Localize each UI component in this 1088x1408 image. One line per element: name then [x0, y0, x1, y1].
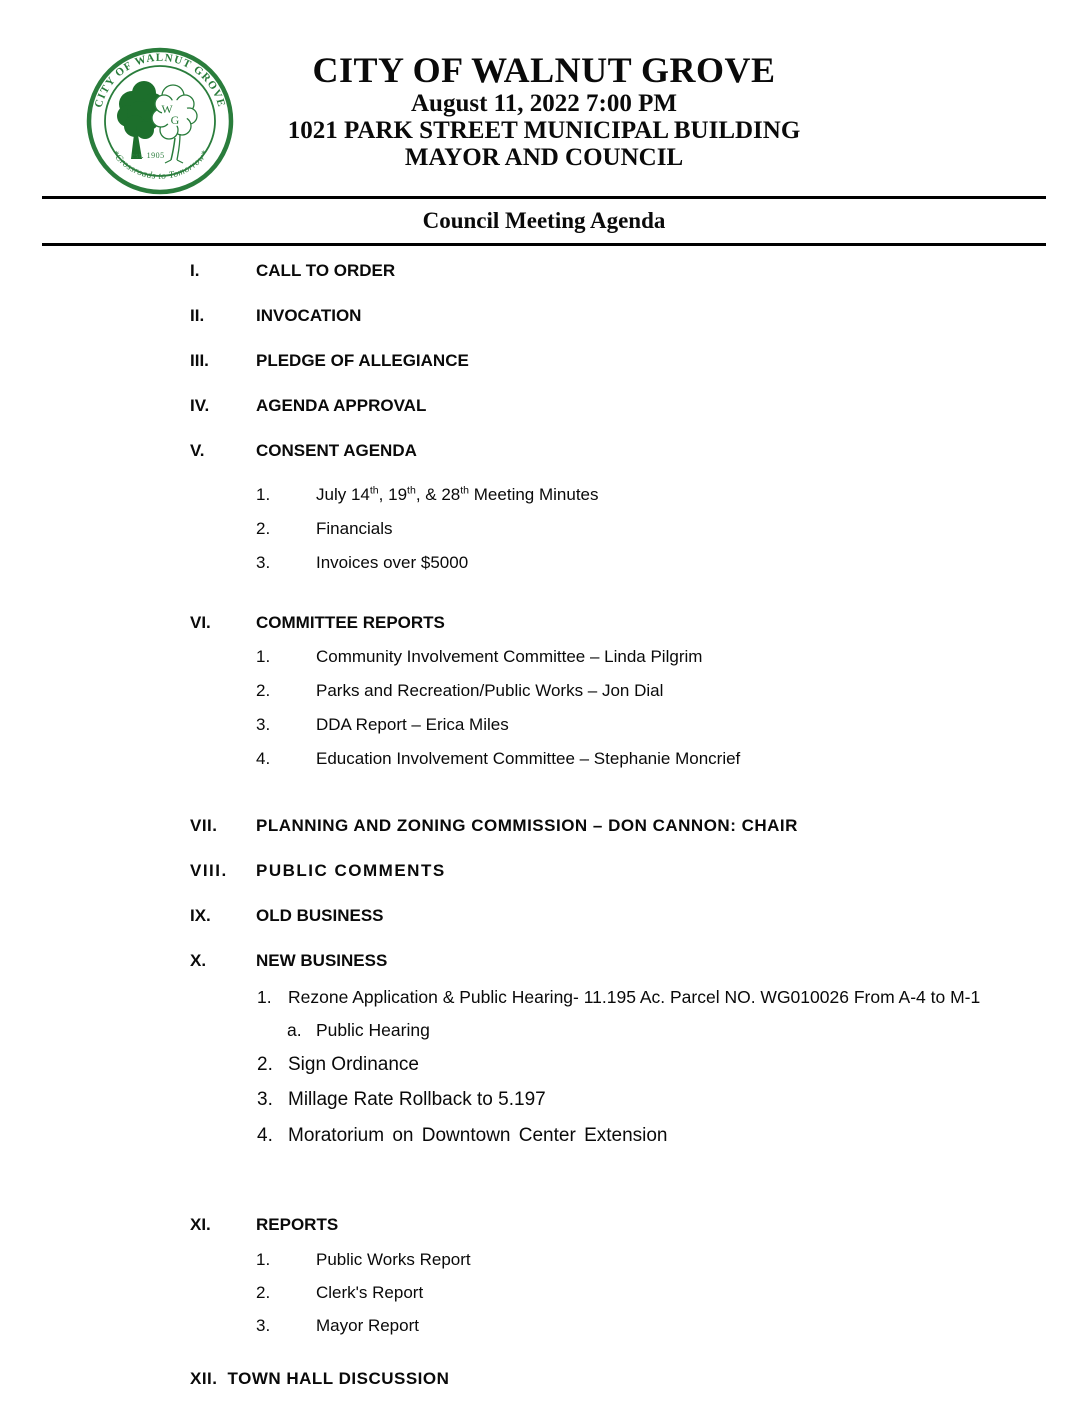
section-title: OLD BUSINESS	[256, 906, 384, 925]
item-marker: 1.	[257, 987, 272, 1007]
meeting-datetime: August 11, 2022 7:00 PM	[411, 90, 677, 117]
item-text: Public Hearing	[316, 1020, 430, 1040]
list-item-invoices	[256, 553, 1048, 573]
ordinal-suffix: th	[460, 484, 470, 497]
item-marker: a.	[287, 1020, 302, 1040]
seal-monogram-w: W	[161, 102, 173, 116]
list-item-financials	[256, 519, 1048, 539]
list-item-sign-ordinance	[257, 1054, 1048, 1076]
section-title: COMMITTEE REPORTS	[256, 613, 445, 632]
item-text: Clerk's Report	[316, 1283, 424, 1302]
item-marker: 3.	[256, 553, 271, 572]
section-invocation	[190, 306, 1048, 326]
section-numeral: III.	[190, 351, 209, 370]
section-numeral: I.	[190, 261, 200, 280]
item-text: Invoices over $5000	[316, 553, 469, 572]
item-marker: 2.	[256, 1283, 271, 1302]
item-marker: 1.	[256, 1250, 271, 1269]
section-title: PLANNING AND ZONING COMMISSION – DON CANNON: CHAIR	[256, 816, 798, 835]
section-old-business	[190, 906, 1048, 926]
item-text: Millage Rate Rollback to 5.197	[288, 1089, 546, 1110]
section-title: CALL TO ORDER	[256, 261, 396, 280]
list-item-mayor-report	[256, 1316, 1048, 1336]
meeting-address: 1021 PARK STREET MUNICIPAL BUILDING	[287, 117, 801, 144]
section-numeral: VII.	[190, 816, 218, 835]
section-title: AGENDA APPROVAL	[256, 396, 427, 415]
item-text	[316, 485, 599, 505]
item-marker: 4.	[256, 749, 271, 768]
item-text: Sign Ordinance	[288, 1054, 419, 1075]
section-numeral: II.	[190, 306, 205, 325]
item-marker: 2.	[256, 681, 271, 700]
text-part: , 19	[378, 485, 408, 504]
list-item-moratorium	[257, 1125, 1048, 1147]
section-new-business	[190, 951, 1048, 971]
section-reports	[190, 1215, 1048, 1235]
city-seal-logo	[85, 46, 235, 196]
agenda-title: Council Meeting Agenda	[422, 208, 666, 233]
divider-bottom	[42, 243, 1046, 246]
item-marker: 1.	[256, 485, 271, 504]
item-text: Mayor Report	[316, 1316, 419, 1335]
section-consent-agenda	[190, 441, 1048, 461]
section-committee-reports	[190, 613, 1048, 633]
meeting-body-name: MAYOR AND COUNCIL	[404, 144, 684, 171]
page-title: CITY OF WALNUT GROVE	[312, 50, 776, 90]
section-agenda-approval	[190, 396, 1048, 416]
section-title: CONSENT AGENDA	[256, 441, 417, 460]
seal-monogram-g: G	[170, 113, 180, 127]
item-marker: 2.	[257, 1054, 273, 1075]
seal-ring-top-text: CITY OF WALNUT GROVE	[92, 51, 228, 110]
section-numeral: XI.	[190, 1215, 211, 1234]
list-item-clerks-report	[256, 1283, 1048, 1303]
list-item-parks-recreation	[256, 681, 1048, 701]
item-marker: 4.	[257, 1125, 273, 1146]
section-title: TOWN HALL DISCUSSION	[227, 1369, 450, 1388]
list-item-public-works-report	[256, 1250, 1048, 1270]
list-item-dda-report	[256, 715, 1048, 735]
item-text: Education Involvement Committee – Stephanie Moncrief	[316, 749, 741, 768]
ordinal-suffix: th	[369, 484, 379, 497]
item-marker: 1.	[256, 647, 271, 666]
list-item-public-hearing	[287, 1020, 1048, 1041]
item-marker: 3.	[256, 1316, 271, 1335]
ordinal-suffix: th	[407, 484, 416, 497]
list-item-education-committee	[256, 749, 1048, 769]
text-part: , & 28	[415, 485, 461, 504]
text-part: July 14	[316, 485, 370, 504]
item-marker: 3.	[257, 1089, 273, 1110]
section-numeral: IX.	[190, 906, 211, 925]
section-title: PLEDGE OF ALLEGIANCE	[256, 351, 469, 370]
item-text: Parks and Recreation/Public Works – Jon Dial	[316, 681, 664, 700]
item-marker: 3.	[256, 715, 271, 734]
item-text: Financials	[316, 519, 393, 538]
text-part: Meeting Minutes	[469, 485, 599, 504]
list-item-millage-rate	[257, 1089, 1048, 1111]
item-text: Community Involvement Committee – Linda Pilgrim	[316, 647, 703, 666]
section-numeral: V.	[190, 441, 205, 460]
list-item-community-committee	[256, 647, 1048, 667]
section-numeral: VI.	[190, 613, 211, 632]
list-item-rezone-application	[257, 987, 1048, 1008]
section-numeral: IV.	[190, 396, 210, 415]
section-public-comments	[190, 861, 1048, 881]
item-marker: 2.	[256, 519, 271, 538]
section-numeral: VIII.	[190, 861, 228, 880]
section-title: NEW BUSINESS	[256, 951, 388, 970]
agenda-list	[190, 261, 1048, 1389]
list-item-meeting-minutes	[256, 485, 1048, 505]
section-numeral: XII.	[190, 1369, 218, 1388]
section-pledge	[190, 351, 1048, 371]
item-text: Moratorium on Downtown Center Extension	[288, 1125, 668, 1146]
seal-ring-bottom-text: *Crossroads to Tomorrow*	[109, 149, 211, 182]
seal-est-text: est. 1905	[131, 151, 165, 160]
section-title: PUBLIC COMMENTS	[256, 861, 446, 880]
item-text: Rezone Application & Public Hearing- 11.195 Ac. Parcel NO. WG010026 From A-4 to M-1	[288, 987, 981, 1007]
section-planning-zoning	[190, 816, 1048, 836]
section-call-to-order	[190, 261, 1048, 281]
item-text: DDA Report – Erica Miles	[316, 715, 509, 734]
section-title: REPORTS	[256, 1215, 339, 1234]
item-text: Public Works Report	[316, 1250, 471, 1269]
section-title: INVOCATION	[256, 306, 362, 325]
section-numeral: X.	[190, 951, 207, 970]
section-town-hall	[190, 1369, 1048, 1389]
